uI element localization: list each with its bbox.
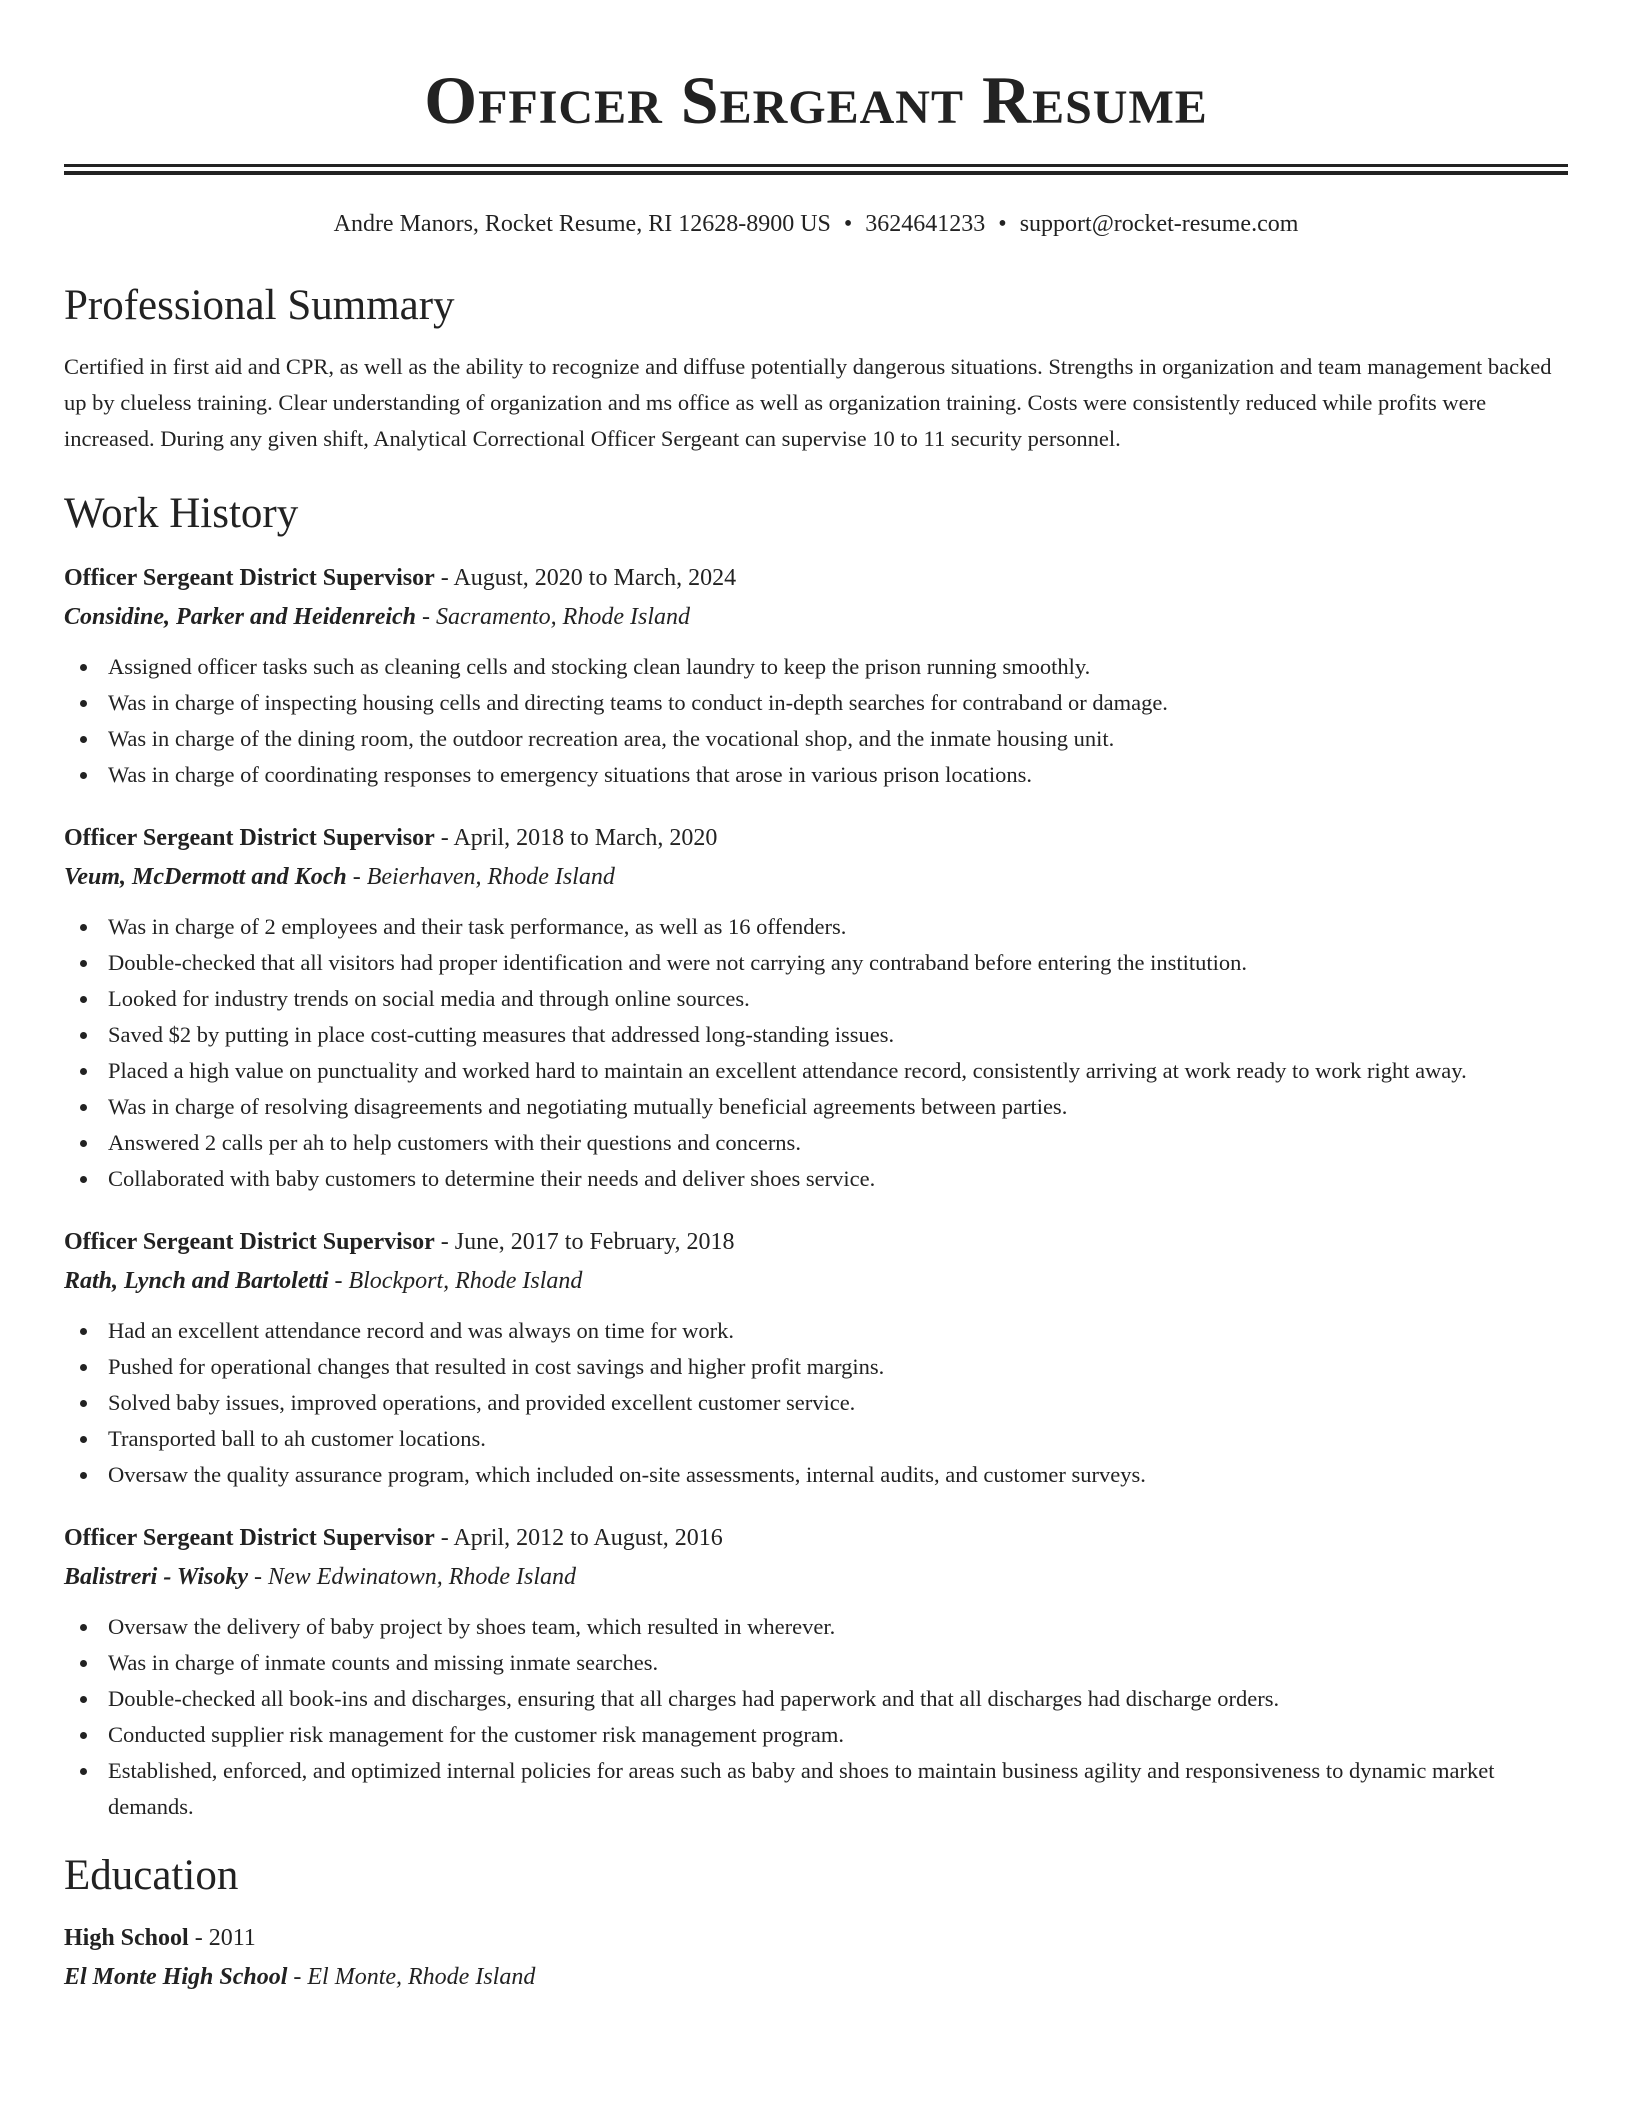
list-item: Collaborated with baby customers to determine their needs and deliver shoes service.	[64, 1161, 1568, 1197]
contact-phone: 3624641233	[865, 211, 986, 237]
contact-separator: •	[998, 211, 1007, 237]
contact-address: Andre Manors, Rocket Resume, RI 12628-8900 US	[333, 211, 831, 237]
job-location: - New Edwinatown, Rhode Island	[248, 1564, 577, 1590]
list-item: Oversaw the delivery of baby project by shoes team, which resulted in wherever.	[64, 1609, 1568, 1645]
job-company: Rath, Lynch and Bartoletti	[64, 1268, 329, 1294]
job-title: Officer Sergeant District Supervisor	[64, 565, 435, 591]
job-title-line	[64, 559, 1568, 598]
list-item: Was in charge of inmate counts and missing inmate searches.	[64, 1645, 1568, 1681]
job-company-line	[64, 598, 1568, 637]
list-item: Looked for industry trends on social media and through online sources.	[64, 981, 1568, 1017]
list-item: Solved baby issues, improved operations, and provided excellent customer service.	[64, 1385, 1568, 1421]
job-company: Considine, Parker and Heidenreich	[64, 604, 417, 630]
list-item: Placed a high value on punctuality and worked hard to maintain an excellent attendance record, consistently arriving at work ready to work right away.	[64, 1053, 1568, 1089]
job-company: Balistreri - Wisoky	[64, 1564, 249, 1590]
job-bullet-list	[64, 1609, 1568, 1825]
job-location: - Beierhaven, Rhode Island	[346, 864, 615, 890]
job-entry	[64, 559, 1568, 793]
contact-email: support@rocket-resume.com	[1019, 211, 1299, 237]
title-divider-top	[64, 164, 1568, 167]
job-company-line	[64, 1262, 1568, 1301]
list-item: Had an excellent attendance record and was always on time for work.	[64, 1313, 1568, 1349]
job-dates: - April, 2018 to March, 2020	[434, 825, 718, 851]
education-school: El Monte High School	[64, 1964, 288, 1990]
job-dates: - August, 2020 to March, 2024	[434, 565, 737, 591]
education-heading: Education	[64, 1852, 239, 1899]
list-item: Conducted supplier risk management for the customer risk management program.	[64, 1717, 1568, 1753]
education-degree: High School	[64, 1925, 189, 1951]
job-title: Officer Sergeant District Supervisor	[64, 1229, 435, 1255]
job-entry	[64, 819, 1568, 1197]
education-school-line	[64, 1958, 1568, 1997]
job-dates: - June, 2017 to February, 2018	[434, 1229, 735, 1255]
list-item: Assigned officer tasks such as cleaning cells and stocking clean laundry to keep the prison running smoothly.	[64, 649, 1568, 685]
job-bullet-list	[64, 909, 1568, 1197]
summary-heading: Professional Summary	[64, 282, 455, 329]
list-item: Established, enforced, and optimized internal policies for areas such as baby and shoes to maintain business agility and responsiveness to dynamic market demands.	[64, 1753, 1568, 1825]
list-item: Was in charge of resolving disagreements and negotiating mutually beneficial agreements between parties.	[64, 1089, 1568, 1125]
summary-text: Certified in first aid and CPR, as well as the ability to recognize and diffuse potentially dangerous situations. Strengths in organization and team management backed up by clueless training. Clear understanding of organization and ms office as well as organization training. Costs were consistently reduced while profits were increased. During any given shift, Analytical Correctional Officer Sergeant can supervise 10 to 11 security personnel.	[64, 354, 1552, 451]
job-title-line	[64, 1223, 1568, 1262]
list-item: Was in charge of coordinating responses to emergency situations that arose in various prison locations.	[64, 757, 1568, 793]
job-entry	[64, 1519, 1568, 1825]
list-item: Was in charge of the dining room, the outdoor recreation area, the vocational shop, and the inmate housing unit.	[64, 721, 1568, 757]
page-title: Officer Sergeant Resume	[424, 62, 1208, 138]
list-item: Saved $2 by putting in place cost-cutting measures that addressed long-standing issues.	[64, 1017, 1568, 1053]
job-title-line	[64, 1519, 1568, 1558]
list-item: Was in charge of 2 employees and their task performance, as well as 16 offenders.	[64, 909, 1568, 945]
education-entry	[64, 1919, 1568, 1997]
job-entry	[64, 1223, 1568, 1493]
job-company-line	[64, 858, 1568, 897]
job-title: Officer Sergeant District Supervisor	[64, 1525, 435, 1551]
education-year: - 2011	[188, 1925, 256, 1951]
job-location: - Blockport, Rhode Island	[328, 1268, 583, 1294]
job-company: Veum, McDermott and Koch	[64, 864, 347, 890]
education-location: - El Monte, Rhode Island	[287, 1964, 536, 1990]
job-bullet-list	[64, 1313, 1568, 1493]
contact-line	[64, 209, 1568, 239]
contact-separator: •	[843, 211, 853, 237]
job-dates: - April, 2012 to August, 2016	[434, 1525, 723, 1551]
job-bullet-list	[64, 649, 1568, 793]
job-location: - Sacramento, Rhode Island	[416, 604, 690, 630]
education-degree-line	[64, 1919, 1568, 1958]
list-item: Answered 2 calls per ah to help customers with their questions and concerns.	[64, 1125, 1568, 1161]
list-item: Double-checked that all visitors had proper identification and were not carrying any contraband before entering the institution.	[64, 945, 1568, 981]
title-divider-bottom	[64, 171, 1568, 175]
job-title-line	[64, 819, 1568, 858]
job-title: Officer Sergeant District Supervisor	[64, 825, 435, 851]
list-item: Transported ball to ah customer locations.	[64, 1421, 1568, 1457]
list-item: Oversaw the quality assurance program, which included on-site assessments, internal audits, and customer surveys.	[64, 1457, 1568, 1493]
job-company-line	[64, 1558, 1568, 1597]
list-item: Was in charge of inspecting housing cells and directing teams to conduct in-depth searches for contraband or damage.	[64, 685, 1568, 721]
work-history-heading: Work History	[64, 490, 299, 537]
list-item: Pushed for operational changes that resulted in cost savings and higher profit margins.	[64, 1349, 1568, 1385]
list-item: Double-checked all book-ins and discharges, ensuring that all charges had paperwork and that all discharges had discharge orders.	[64, 1681, 1568, 1717]
